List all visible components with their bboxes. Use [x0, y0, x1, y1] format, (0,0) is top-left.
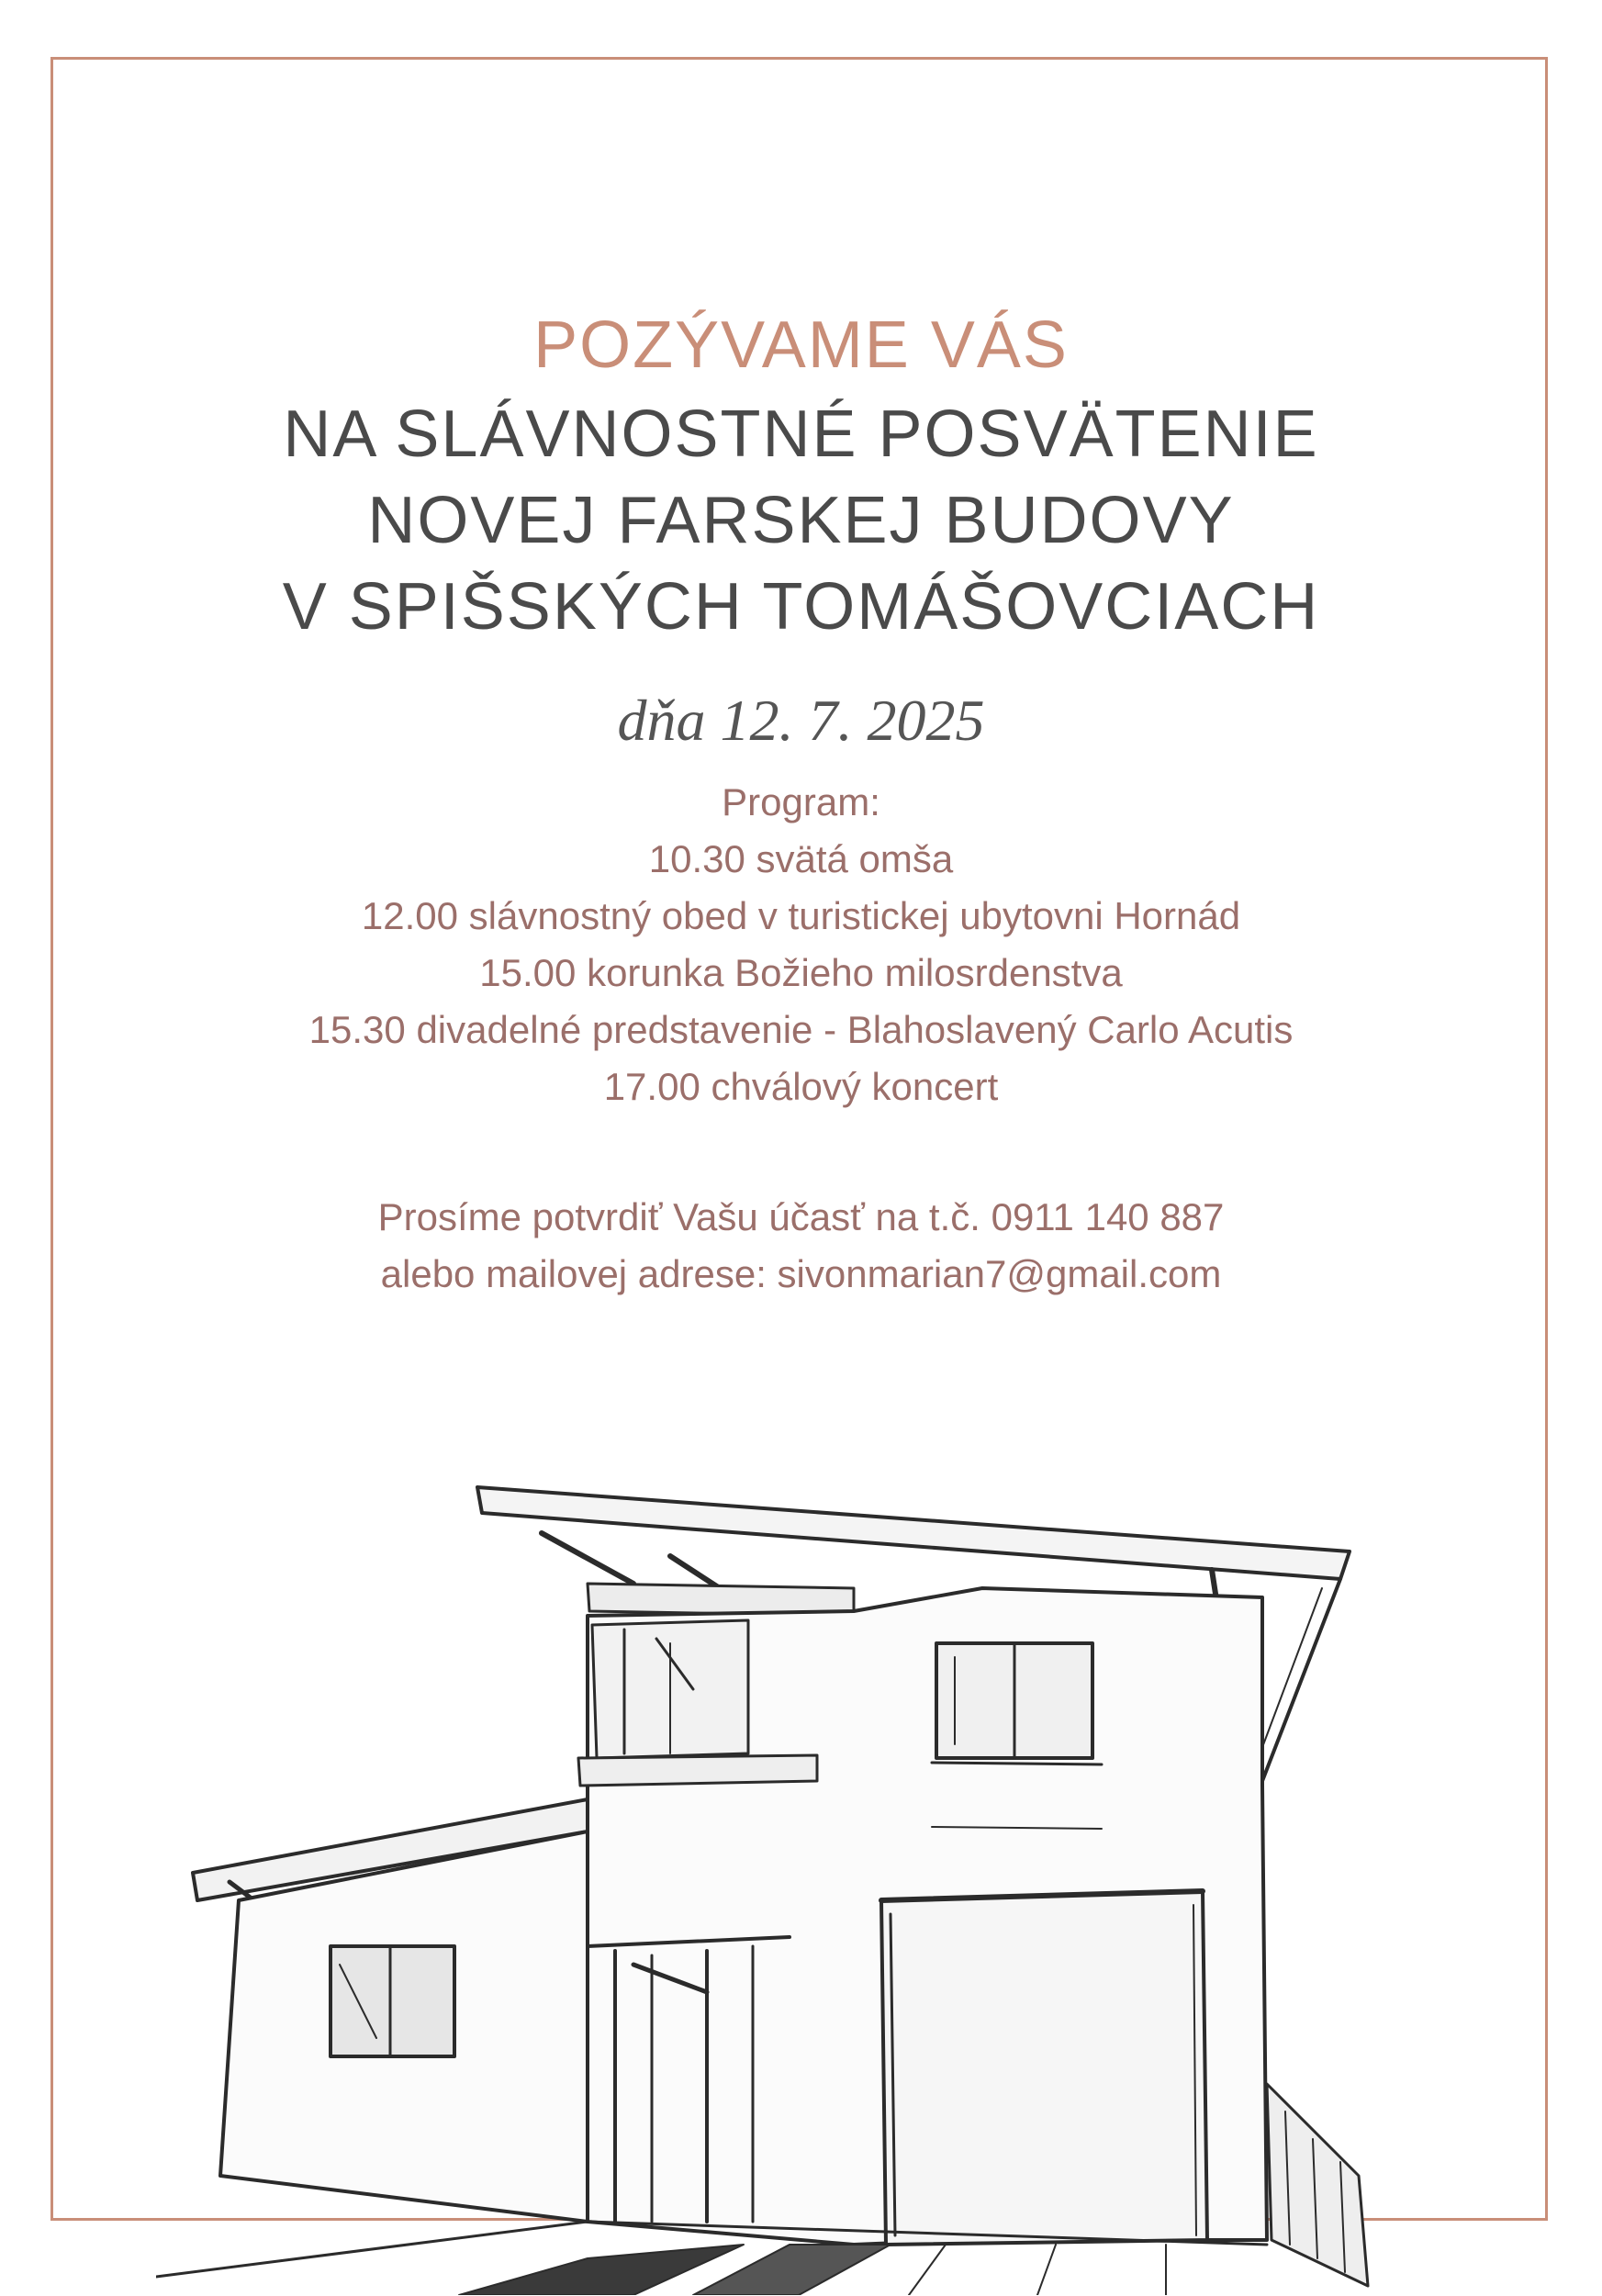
- title-line-1: NA SLÁVNOSTNÉ POSVÄTENIE: [283, 398, 1319, 471]
- program-item: 15.30 divadelné predstavenie - Blahoslavený Carlo Acutis: [308, 1008, 1294, 1051]
- title-line-2: NOVEJ FARSKEJ BUDOVY: [367, 484, 1235, 557]
- program-item: 15.00 korunka Božieho milosrdenstva: [479, 951, 1123, 994]
- invitation-headline: POZÝVAME VÁS: [533, 308, 1069, 382]
- parish-house-sketch-icon: [156, 1414, 1460, 2295]
- program-item: 17.00 chválový koncert: [603, 1065, 999, 1108]
- program-item: 10.30 svätá omša: [648, 837, 954, 880]
- contact-email: alebo mailovej adrese: sivonmarian7@gmail.com: [380, 1252, 1222, 1295]
- program-heading: Program:: [722, 780, 880, 823]
- program-item: 12.00 slávnostný obed v turistickej ubytovni Hornád: [361, 894, 1241, 937]
- contact-phone: Prosíme potvrdiť Vašu účasť na t.č. 0911 140 887: [377, 1195, 1225, 1238]
- event-date: dňa 12. 7. 2025: [617, 688, 985, 753]
- title-line-3: V SPIŠSKÝCH TOMÁŠOVCIACH: [282, 570, 1320, 644]
